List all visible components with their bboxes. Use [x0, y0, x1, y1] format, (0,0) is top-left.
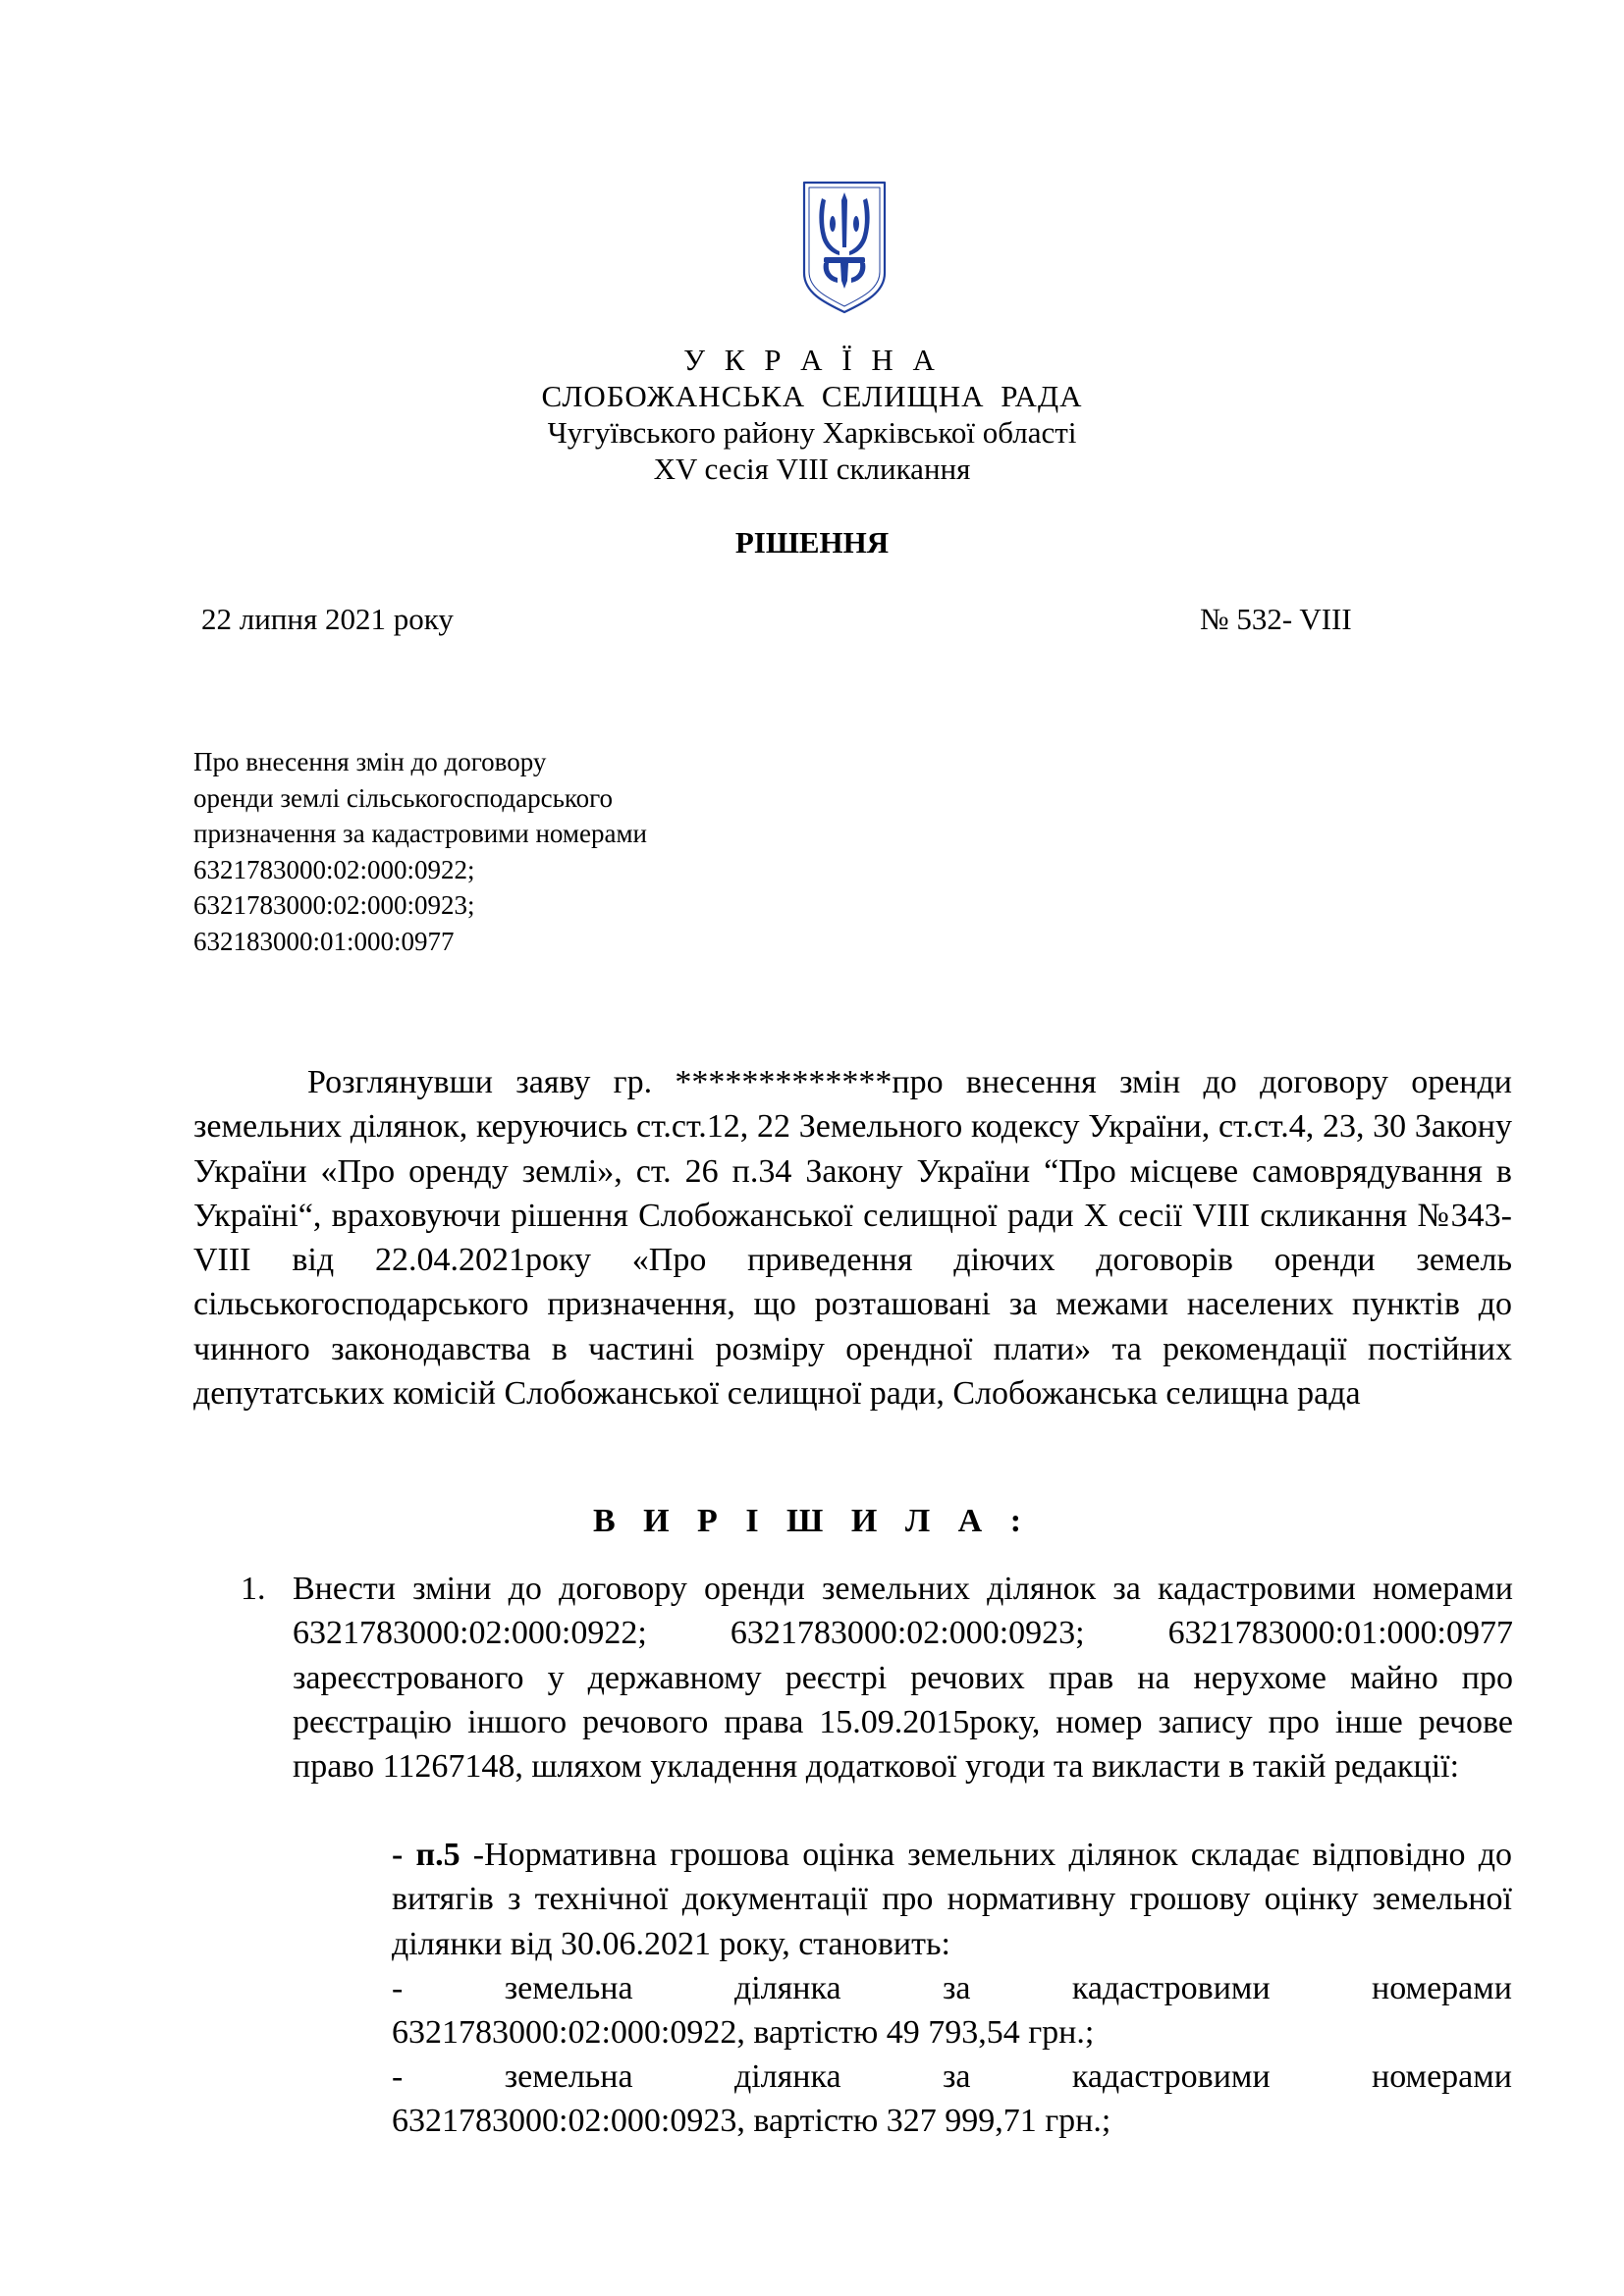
- word: номерами: [1372, 1970, 1512, 2006]
- word: кадастровими: [1071, 2058, 1271, 2095]
- land-plot-entry-line1: [392, 1966, 1512, 2010]
- word: за: [942, 2058, 971, 2095]
- clause-5: [392, 1833, 1512, 1966]
- word: кадастровими: [1071, 1970, 1271, 2006]
- clause-5-label: - п.5: [392, 1837, 460, 1873]
- land-plot-entry: [392, 1966, 1512, 2056]
- subject-line: 6321783000:02:000:0923;: [193, 890, 475, 920]
- coat-of-arms-icon: [800, 179, 889, 316]
- decision-number: № 532- VIII: [1200, 602, 1352, 636]
- word: номерами: [1372, 2058, 1512, 2095]
- word: ділянка: [733, 2058, 841, 2095]
- decision-date: 22 липня 2021 року: [201, 602, 454, 636]
- document-type-title: РІШЕННЯ: [734, 525, 890, 560]
- word: ділянка: [733, 1970, 841, 2006]
- subject-line: Про внесення змін до договору: [193, 747, 547, 776]
- resolved-heading: В И Р І Ш И Л А :: [592, 1503, 1032, 1539]
- land-plot-entry-line2: 6321783000:02:000:0923, вартістю 327 999,71 грн.;: [392, 2103, 1111, 2140]
- land-plot-entry: [392, 2055, 1512, 2144]
- word: за: [942, 1970, 971, 2006]
- land-plot-entry-line2: 6321783000:02:000:0922, вартістю 49 793,54 грн.;: [392, 2014, 1095, 2052]
- subject-line: 632183000:01:000:0977: [193, 926, 455, 956]
- subject-line: 6321783000:02:000:0922;: [193, 854, 475, 884]
- subject-line: призначення за кадастровими номерами: [193, 819, 647, 848]
- word: земельна: [504, 2058, 633, 2095]
- header-session: XV сесія VIII скликання: [653, 452, 971, 486]
- land-plot-entry-line1: [392, 2055, 1512, 2099]
- preamble-paragraph: Розглянувши заяву гр. *************про внесення змін до договору оренди земельних ділянок, керуючись ст.ст.12, 22 Земельного кодексу України, ст.ст.4, 23, 30 Закону України «Про оренду землі», ст. 26 п.34 Закону України “Про місцеве самоврядування в Україні“, враховуючи рішення Слобожанської селищної ради X сесії VIII скликання №343- VIII від 22.04.2021року «Про приведення діючих договорів оренди земель сільськогосподарського призначення, що розташовані за межами населених пунктів до чинного законодавства в частині розміру орендної плати» та рекомендації постійних депутатських комісій Слобожанської селищної ради, Слобожанська селищна рада: [193, 1064, 1512, 1413]
- list-item-text: Внести зміни до договору оренди земельних ділянок за кадастровими номерами 6321783000:02:000:0922; 6321783000:02:000:0923; 6321783000:01:000:0977 зареєстрованого у державному реєстрі речових прав на нерухоме майно про реєстрацію іншого речового права 15.09.2015року, номер запису про інше речове право 11267148, шляхом укладення додаткової угоди та викласти в такій редакції:: [293, 1571, 1513, 1786]
- word: земельна: [504, 1970, 633, 2006]
- list-item-number: 1.: [241, 1571, 266, 1607]
- dash: -: [392, 2058, 404, 2095]
- header-district: Чугуївського району Харківської області: [547, 415, 1077, 450]
- subject-line: оренди землі сільськогосподарського: [193, 782, 614, 813]
- clause-5-text: -Нормативна грошова оцінка земельних ділянок складає відповідно до витягів з технічної документації про нормативну грошову оцінку земельної ділянки від 30.06.2021 року, становить:: [392, 1837, 1512, 1962]
- header-country: У К Р А Ї Н А: [683, 343, 941, 377]
- header-council: СЛОБОЖАНСЬКА СЕЛИЩНА РАДА: [541, 379, 1083, 413]
- dash: -: [392, 1970, 404, 2006]
- decision-subject: [193, 744, 783, 959]
